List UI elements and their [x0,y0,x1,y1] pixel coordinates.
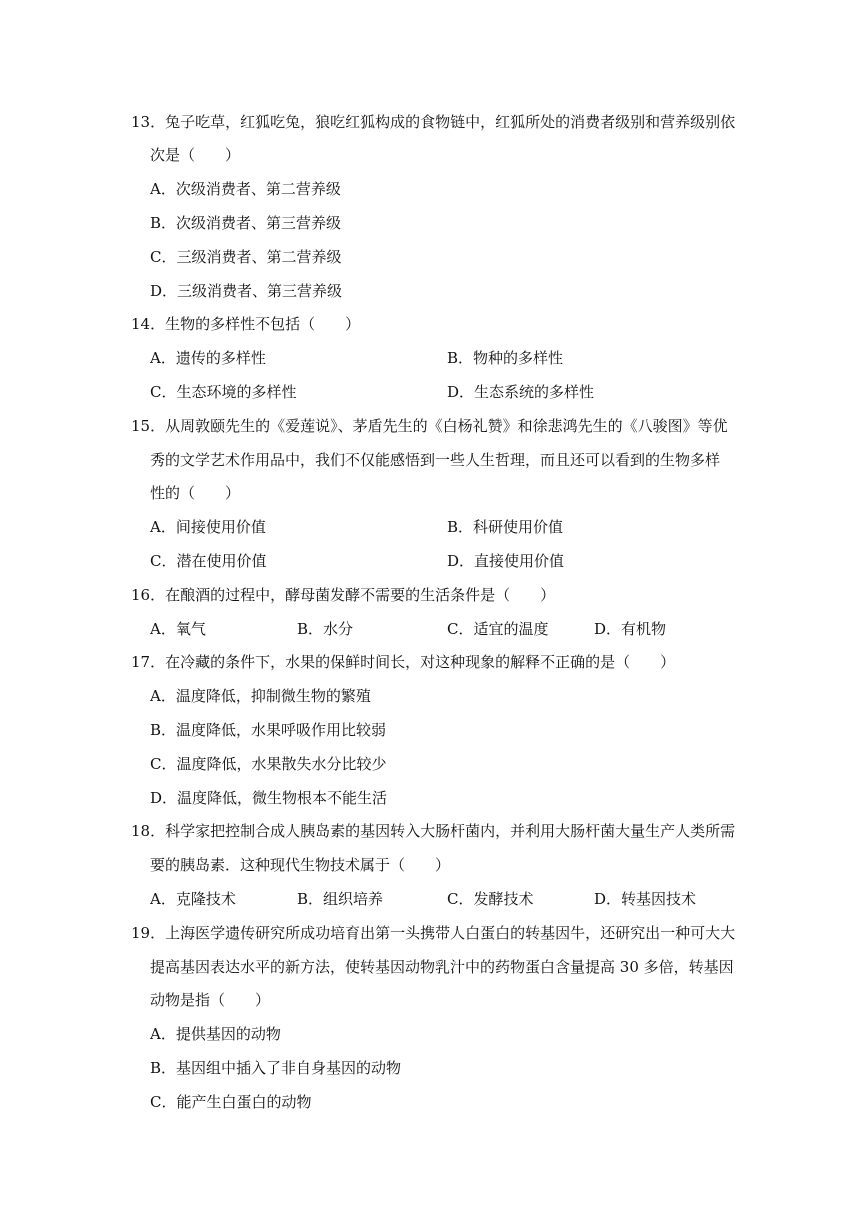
question-16-option-d: D．有机物 [594,620,667,638]
question-15-option-d: D．直接使用价值 [447,552,565,570]
question-15-stem-line-3: 性的（ ） [150,484,241,502]
question-16-option-b: B．水分 [297,620,354,638]
question-13-option-d: D．三级消费者、第三营养级 [150,282,343,300]
question-19-option-c: C．能产生白蛋白的动物 [150,1093,312,1111]
question-18-stem-line-1: 18．科学家把控制合成人胰岛素的基因转入大肠杆菌内，并利用大肠杆菌大量生产人类所需 [131,822,736,840]
question-15-option-b: B．科研使用价值 [447,518,564,536]
question-18-stem-line-2: 要的胰岛素．这种现代生物技术属于（ ） [150,856,451,874]
question-17-option-c: C．温度降低，水果散失水分比较少 [150,755,387,773]
question-14-stem: 14．生物的多样性不包括（ ） [131,315,361,333]
question-14-option-a: A．遗传的多样性 [150,349,266,367]
question-16-option-c: C．适宜的温度 [447,620,549,638]
question-17-option-d: D．温度降低，微生物根本不能生活 [150,789,388,807]
question-14-option-d: D．生态系统的多样性 [447,383,595,401]
question-18-option-b: B．组织培养 [297,890,384,908]
question-13-stem-line-1: 13．兔子吃草，红狐吃兔，狼吃红狐构成的食物链中，红狐所处的消费者级别和营养级别依 [131,113,736,131]
question-18-option-c: C．发酵技术 [447,890,534,908]
question-17-option-a: A．温度降低，抑制微生物的繁殖 [150,687,371,705]
question-18-option-a: A．克隆技术 [150,890,236,908]
question-16-option-a: A．氧气 [150,620,206,638]
question-15-stem-line-1: 15．从周敦颐先生的《爱莲说》、茅盾先生的《白杨礼赞》和徐悲鸿先生的《八骏图》等优 [131,417,728,435]
question-15-option-c: C．潜在使用价值 [150,552,267,570]
question-18-option-d: D．转基因技术 [594,890,697,908]
question-14-option-b: B．物种的多样性 [447,349,564,367]
question-15-option-a: A．间接使用价值 [150,518,266,536]
question-14-option-c: C．生态环境的多样性 [150,383,297,401]
question-19-option-a: A．提供基因的动物 [150,1025,281,1043]
question-13-stem-line-2: 次是（ ） [150,146,241,164]
question-17-stem: 17．在冷藏的条件下，水果的保鲜时间长，对这种现象的解释不正确的是（ ） [131,653,676,671]
question-19-stem-line-2: 提高基因表达水平的新方法，使转基因动物乳汁中的药物蛋白含量提高 30 多倍，转基因 [150,958,734,976]
question-13-option-b: B．次级消费者、第三营养级 [150,214,342,232]
question-19-option-b: B．基因组中插入了非自身基因的动物 [150,1059,402,1077]
question-17-option-b: B．温度降低，水果呼吸作用比较弱 [150,721,387,739]
question-16-stem: 16．在酿酒的过程中，酵母菌发酵不需要的生活条件是（ ） [131,586,556,604]
question-15-stem-line-2: 秀的文学艺术作用品中，我们不仅能感悟到一些人生哲理，而且还可以看到的生物多样 [150,451,721,469]
question-13-option-a: A．次级消费者、第二营养级 [150,180,341,198]
question-19-stem-line-3: 动物是指（ ） [150,991,271,1009]
question-19-stem-line-1: 19．上海医学遗传研究所成功培育出第一头携带人白蛋白的转基因牛，还研究出一种可大大 [131,924,736,942]
question-13-option-c: C．三级消费者、第二营养级 [150,248,342,266]
